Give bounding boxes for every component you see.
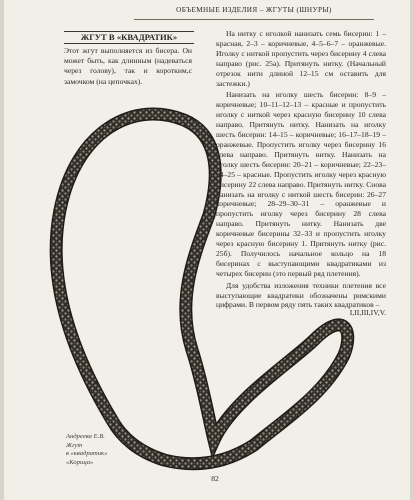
instruction-paragraph-1: На нитку с иголкой нанизать семь бисерин: 1 – красная, 2–3 – коричневые, 4–5–6–7 – оранжевые. Иголку с ниткой пропустить через бисерину 4 слева направо (рис. 25а). Притянуть нитку. (Начальный отрезок нити длиной 12–15 см оставить для застежки.) [216,29,386,88]
running-head: ОБЪЕМНЫЕ ИЗДЕЛИЯ – ЖГУТЫ (ШНУРЫ) [134,6,374,20]
caption-line-4: «Корица» [66,458,94,466]
intro-paragraph: Этот жгут выполняется из бисера. Он может быть, как длинным (надеваться через голову), так и коротким,с замочком (на цепочках). [64,46,192,86]
beaded-necklace-photo [4,0,410,500]
figure-caption [66,433,146,467]
page-number: 82 [211,474,219,483]
caption-author: Андреева Е.В. [66,433,105,440]
roman-numerals: I,II,III,IV,V. [349,308,386,317]
instruction-paragraph-2: Нанизать на иголку шесть бисерин: 8–9 – коричневые; 10–11–12–13 – красные и пропустить иголку с ниткой через красную бисерину 10 слева направо. Притянуть нитку. Нанизать на иголку шесть бисерин: 14–15 – коричневые; 16–17–18–19 – оранжевые. Пропустить иголку через бисерину 16 слева направо. Притянуть нитку. Нанизать на иголку шесть бисерин: 20–21 – коричневые; 22–23–24–25 – красные. Пропустить иголку через красную бисерину 22 слева направо. Притянуть нитку. Снова нанизать на иголку с ниткой шесть бисерин: 26–27 коричневые; 28–29–30–31 – оранжевые и пропустить иголку через бисерину 28 слева направо. Притянуть нитку. Нанизать две коричневые бисерины 32–33 и пропустить иголку через красную бисерину 1. Притянуть нитку (рис. 25б). Получилось начальное кольцо на 18 бисеринах с выступающими квадратиками из четырех бисерин (это первый ряд плетения). [216,90,386,278]
section-title: ЖГУТ В «КВАДРАТИК» [64,31,194,44]
caption-line-3: в «квадратик» [66,450,108,458]
instruction-paragraph-3: Для удобства изложения техники плетения все выступающие квадратики обозначены римскими цифрами. В первом ряду пять таких квадратиков – [216,280,386,310]
book-page [4,0,410,500]
necklace-rope [56,114,348,464]
caption-line-2: Жгут [66,441,83,449]
